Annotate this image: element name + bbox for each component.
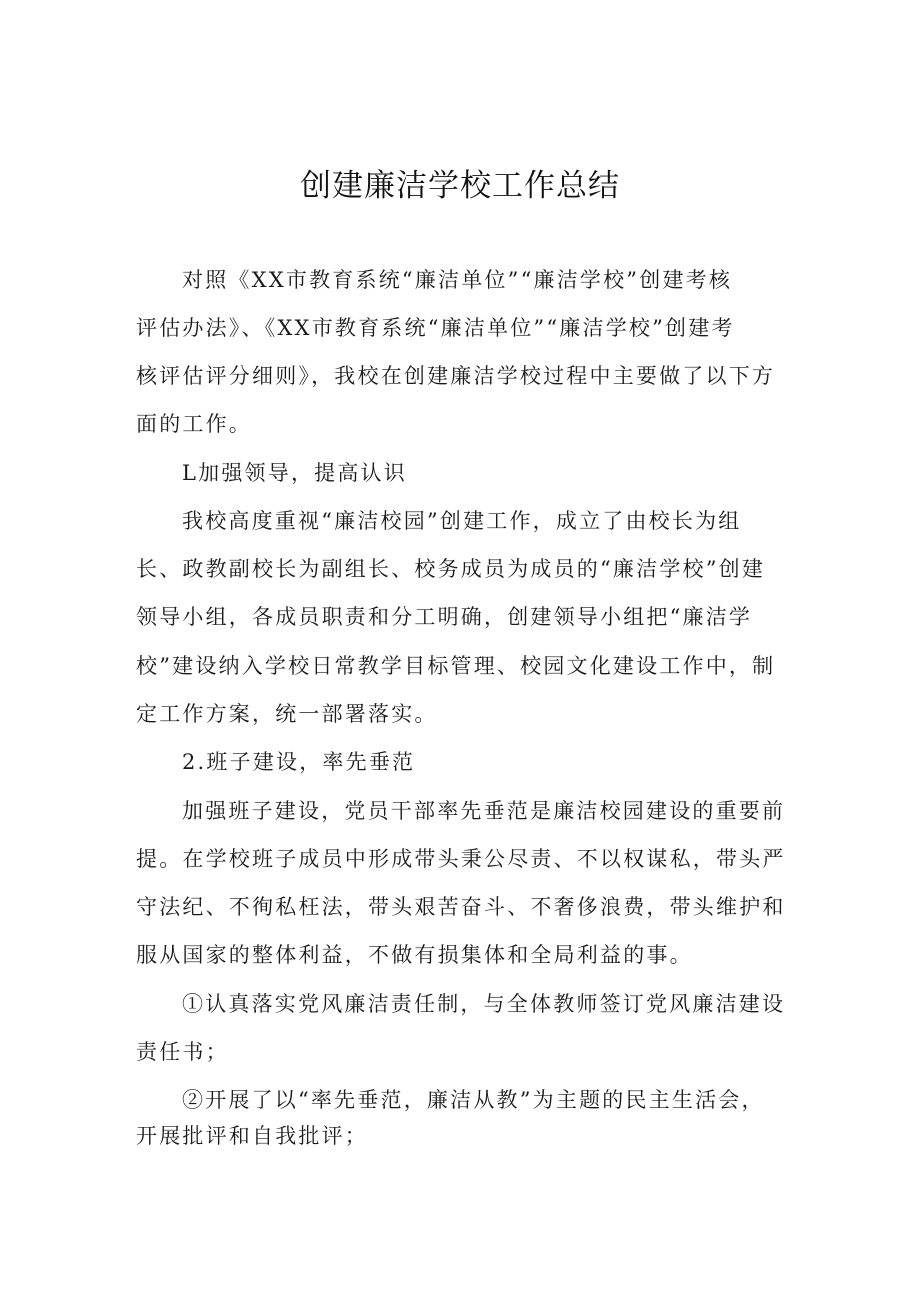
paragraph-line: 领导小组，各成员职责和分工明确，创建领导小组把“廉洁学 (136, 605, 753, 629)
paragraph-line: 2.班子建设，率先垂范 (182, 750, 416, 774)
document-title: 创建廉洁学校工作总结 (300, 168, 620, 204)
paragraph-line: 校”建设纳入学校日常教学目标管理、校园文化建设工作中，制 (136, 654, 776, 678)
paragraph-line: 责任书； (136, 1040, 229, 1064)
paragraph-line: 守法纪、不徇私枉法，带头艰苦奋斗、不奢侈浪费，带头维护和 (136, 895, 786, 919)
paragraph-line: 服从国家的整体利益，不做有损集体和全局利益的事。 (136, 943, 693, 967)
paragraph-line: 长、政教副校长为副组长、校务成员为成员的“廉洁学校”创建 (136, 557, 766, 581)
paragraph-line: L加强领导，提高认识 (182, 461, 407, 485)
paragraph-line: 对照《XX市教育系统“廉洁单位”“廉洁学校”创建考核 (182, 268, 733, 292)
paragraph-line: 我校高度重视“廉洁校园”创建工作，成立了由校长为组 (182, 509, 742, 533)
paragraph-line: 加强班子建设，党员干部率先垂范是廉洁校园建设的重要前 (182, 799, 786, 823)
paragraph-line: 提。在学校班子成员中形成带头秉公尽责、不以权谋私，带头严 (136, 847, 786, 871)
paragraph-line: 核评估评分细则》，我校在创建廉洁学校过程中主要做了以下方 (136, 364, 776, 388)
paragraph-line: ②开展了以“率先垂范，廉洁从教”为主题的民主生活会， (182, 1088, 765, 1112)
paragraph-line: ①认真落实党风廉洁责任制，与全体教师签订党风廉洁建设 (182, 992, 786, 1016)
paragraph-line: 定工作方案，统一部署落实。 (136, 702, 438, 726)
paragraph-line: 面的工作。 (136, 412, 252, 436)
paragraph-line: 评估办法》、《XX市教育系统“廉洁单位”“廉洁学校”创建考 (136, 316, 735, 340)
paragraph-line: 开展批评和自我批评； (136, 1124, 368, 1148)
